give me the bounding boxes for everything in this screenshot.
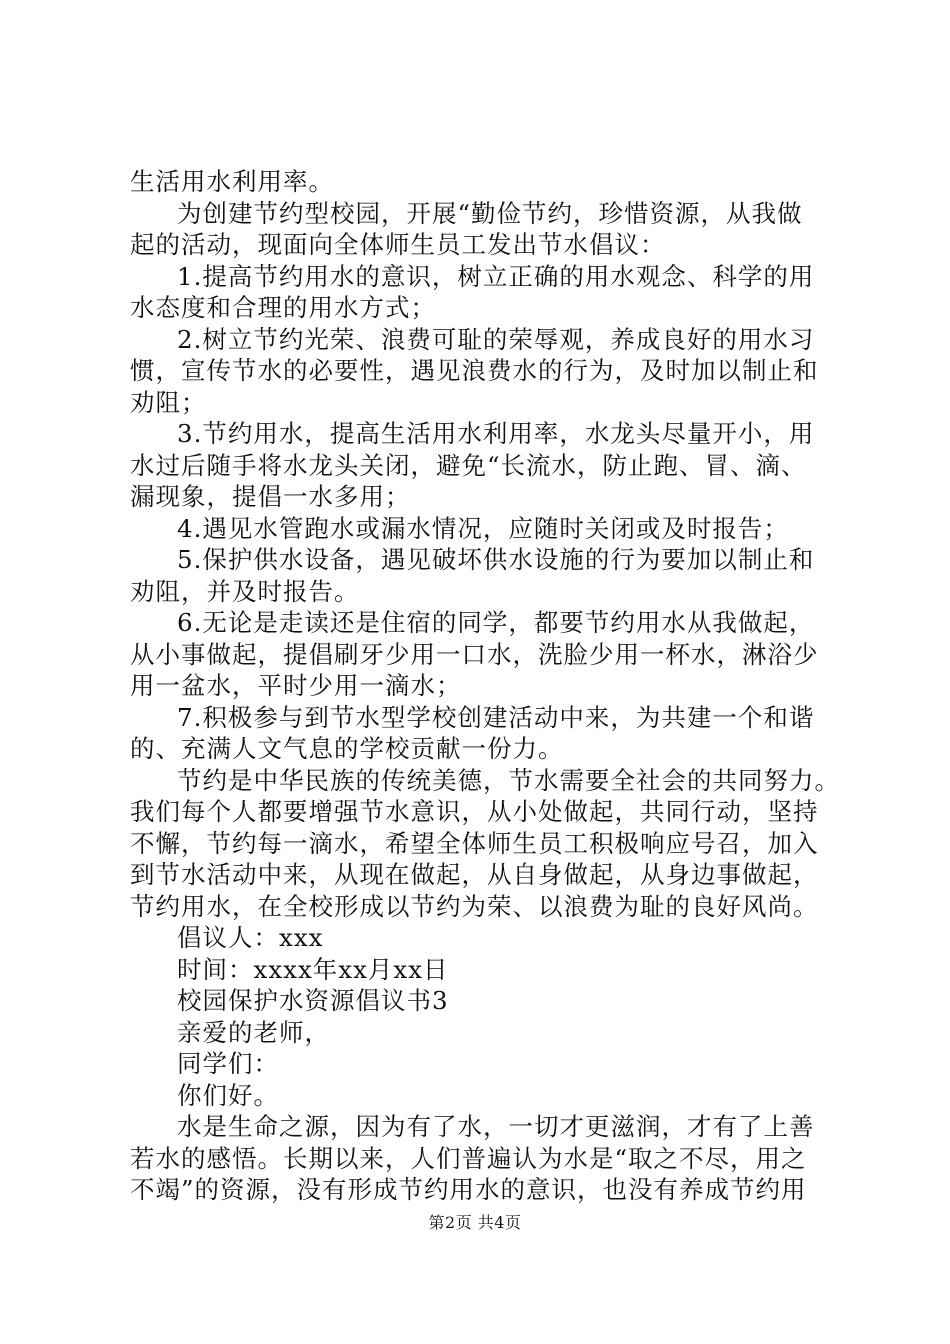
text-line: 不竭”的资源，没有形成节约用水的意识，也没有养成节约用: [130, 1175, 807, 1204]
text-line: 用一盆水，平时少用一滴水；: [130, 671, 462, 700]
text-line: 2.树立节约光荣、浪费可耻的荣辱观，养成良好的用水习: [177, 324, 815, 354]
text-line: 劝阻；: [130, 387, 207, 417]
page-footer: 第2页 共4页: [428, 1213, 522, 1232]
document-body: [130, 166, 840, 1206]
text-line: 3.节约用水，提高生活用水利用率，水龙头尽量开小，用: [177, 419, 815, 448]
text-line: 我们每个人都要增强节水意识，从小处做起，共同行动，坚持: [130, 797, 819, 826]
text-line: 生活用水利用率。: [130, 167, 334, 196]
text-line: 水过后随手将水龙头关闭，避免“长流水，防止跑、冒、滴、: [130, 450, 807, 480]
text-line: 水态度和合理的用水方式；: [130, 293, 436, 322]
text-line: 7.积极参与到节水型学校创建活动中来，为共建一个和谐: [177, 702, 815, 732]
text-line: 为创建节约型校园，开展“勤俭节约，珍惜资源，从我做: [177, 198, 803, 228]
text-line: 从小事做起，提倡刷牙少用一口水，洗脸少用一杯水，淋浴少: [130, 639, 819, 669]
text-line: 水是生命之源，因为有了水，一切才更滋润，才有了上善: [177, 1112, 815, 1141]
text-line: 你们好。: [177, 1080, 279, 1110]
text-line: 的、充满人文气息的学校贡献一份力。: [130, 734, 564, 763]
text-line: 节约是中华民族的传统美德，节水需要全社会的共同努力。: [177, 765, 840, 795]
text-line: 不懈，节约每一滴水，希望全体师生员工积极响应号召，加入: [130, 828, 819, 858]
text-line: 5.保护供水设备，遇见破坏供水设施的行为要加以制止和: [177, 545, 815, 574]
text-line: 惯，宣传节水的必要性，遇见浪费水的行为，及时加以制止和: [130, 356, 819, 385]
text-line: 节约用水，在全校形成以节约为荣、以浪费为耻的良好风尚。: [130, 891, 819, 921]
text-line: 劝阻，并及时报告。: [130, 576, 360, 606]
text-line: 倡议人：xxx: [177, 923, 324, 952]
text-line: 漏现象，提倡一水多用；: [130, 482, 411, 511]
text-line: 1.提高节约用水的意识，树立正确的用水观念、科学的用: [177, 261, 815, 291]
text-line: 校园保护水资源倡议书3: [177, 986, 449, 1015]
text-line: 若水的感悟。长期以来，人们普遍认为水是“取之不尽，用之: [130, 1143, 807, 1173]
text-line: 4.遇见水管跑水或漏水情况，应随时关闭或及时报告；: [177, 513, 789, 543]
text-line: 亲爱的老师，: [177, 1017, 330, 1047]
text-line: 到节水活动中来，从现在做起，从自身做起，从身边事做起，: [130, 860, 819, 889]
text-line: 6.无论是走读还是住宿的同学，都要节约用水从我做起，: [177, 608, 815, 637]
text-line: 同学们：: [177, 1049, 279, 1078]
text-line: 时间：xxxx年xx月xx日: [177, 954, 449, 984]
text-line: 起的活动，现面向全体师生员工发出节水倡议：: [130, 230, 666, 259]
